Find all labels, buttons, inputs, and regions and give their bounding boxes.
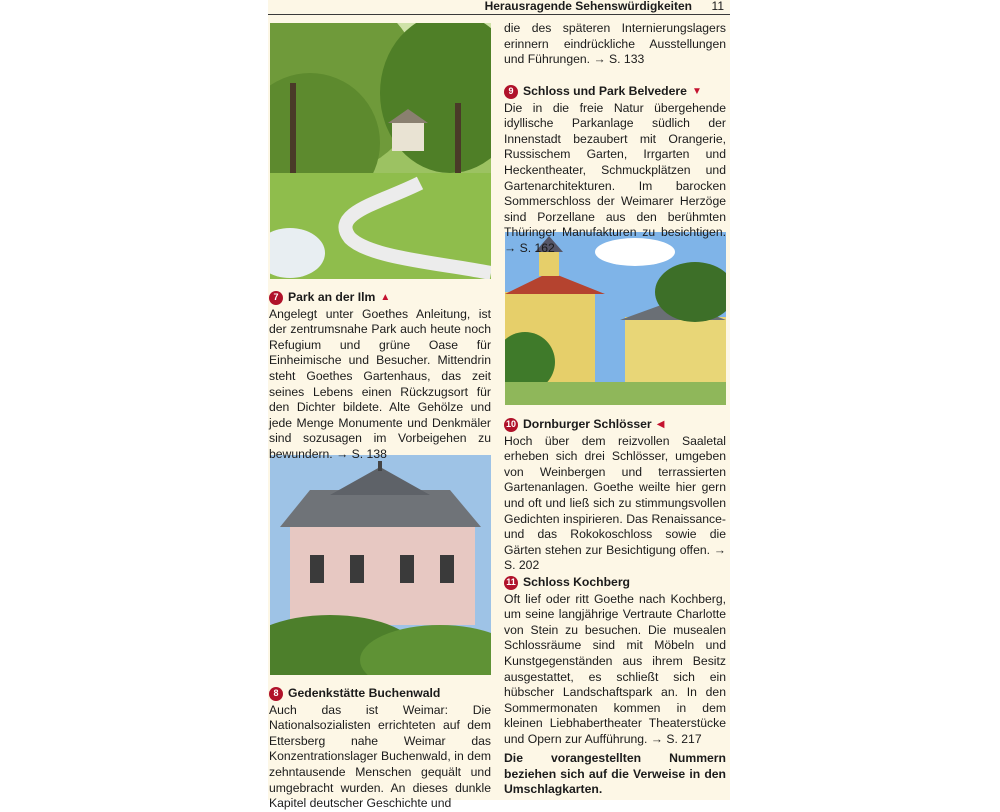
footnote [504, 751, 726, 798]
entry-title: Park an der Ilm [288, 290, 376, 304]
entry-title: Schloss und Park Belvedere [523, 84, 687, 98]
map-marker-icon: ▲ [380, 292, 391, 303]
entry-title: Dornburger Schlösser [523, 417, 652, 431]
entry-belvedere [504, 84, 726, 257]
entry-text-continued: die des späteren Internierungslagers erinnern eindrückliche Ausstellungen und Führungen. → S. 133 [504, 21, 726, 67]
entry-text: Hoch über dem reizvollen Saaletal erheben sich drei Schlösser, umgeben von Weinbergen und terrassierten Gartenanlagen. Goethe weilte hier gern und oft und ließ sich zu stimmungsvollen Gedichten inspirieren. Das Renaissance- und das Rokokoschloss sowie die Gärten stehen zur Besichtigung offen. → S. 202 [504, 433, 726, 573]
park-photo [270, 23, 491, 279]
entry-number-badge: 9 [504, 85, 518, 99]
entry-text: Die in die freie Natur übergehende idyllische Parkanlage südlich der Innenstadt bezaubert mit Orangerie, Russischem Garten, Irrgarten und Heckentheater, Schmuckplätzen und Gartenarchitekturen. Im barocken Sommerschloss der Weimarer Herzöge sind Porzellane aus den berühmten Thüringer Manufakturen zu besichtigen. → S. 162 [504, 100, 726, 255]
rococo-castle-photo [270, 455, 491, 675]
entry-number-badge: 8 [269, 687, 283, 701]
footnote-text: Die vorangestellten Nummern beziehen sich auf die Verweise in den Umschlagkarten. [504, 751, 726, 797]
entry-park [269, 290, 491, 463]
map-marker-icon: ◀ [656, 419, 665, 430]
entry-title: Schloss Kochberg [523, 575, 631, 589]
entry-text: Angelegt unter Goethes Anleitung, ist der zentrumsnahe Park auch heute noch Refugium und grüne Oase für Einheimische und Besucher. Mittendrin steht Goethes Gartenhaus, das zeit seines Lebens einen Rückzugsort für den Dichter bildete. Alte Gehölze und jede Menge Monumente und Denkmäler sind sozusagen im Vorbeigehen zu bewundern. → S. 138 [269, 306, 491, 461]
page-number: 11 [711, 0, 724, 13]
entry-text: Auch das ist Weimar: Die Nationalsozialisten errichteten auf dem Ettersberg nahe Weimar das Konzentrationslager Buchenwald, in dem zehntausende Menschen gequält und umgebracht wurden. An dieses dunkle Kapitel deutscher Geschichte und [269, 702, 491, 811]
entry-number-badge: 11 [504, 576, 518, 590]
entry-heading [269, 686, 491, 702]
entry-number-badge: 7 [269, 291, 283, 305]
entry-buchenwald [269, 686, 491, 812]
entry-kochberg [504, 575, 726, 748]
entry-buchenwald-continued [504, 21, 726, 68]
page-header [268, 0, 730, 15]
belvedere-photo [505, 232, 726, 405]
entry-dornburg [504, 417, 726, 574]
header-title: Herausragende Sehenswürdigkeiten [484, 0, 692, 13]
entry-heading [504, 417, 726, 433]
map-marker-icon: ▼ [691, 86, 702, 97]
entry-text: Oft lief oder ritt Goethe nach Kochberg, um seine langjährige Vertraute Charlotte von Stein zu besuchen. Die musealen Schlossräume sind mit Möbeln und Kunstgegenständen aus ihrem Besitz ausgestattet, es schließt sich ein hübscher Landschaftspark an. In den Sommermonaten kommen in dem kleinen Liebhabertheater Theaterstücke und Opern zur Aufführung. → S. 217 [504, 591, 726, 746]
entry-heading [504, 575, 726, 591]
entry-heading [269, 290, 491, 306]
entry-heading [504, 84, 726, 100]
entry-title: Gedenkstätte Buchenwald [288, 686, 441, 700]
entry-number-badge: 10 [504, 418, 518, 432]
